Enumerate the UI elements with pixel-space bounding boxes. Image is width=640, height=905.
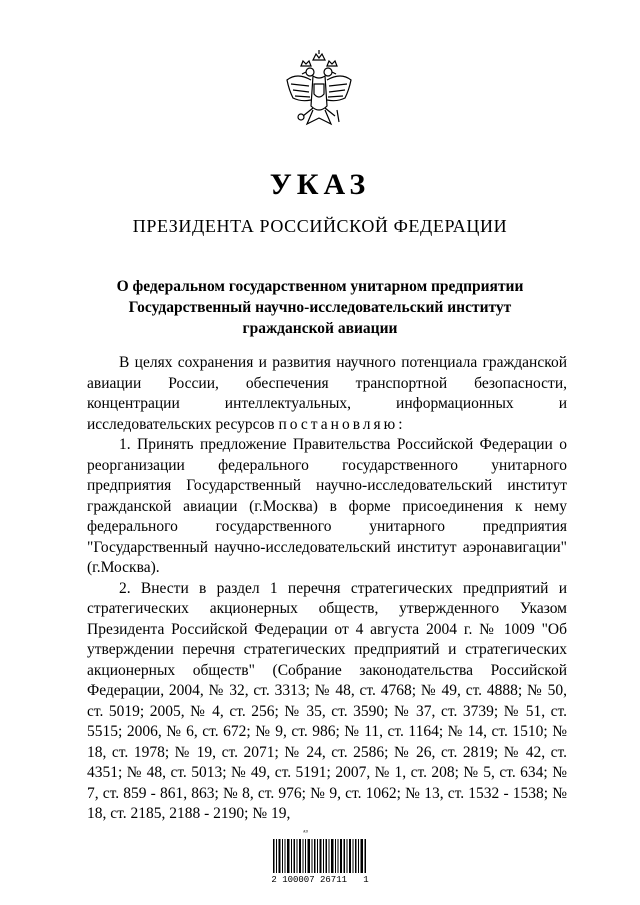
item-2-paragraph: 2. Внести в раздел 1 перечня стратегических предприятий и стратегических акционерных обществ, утвержденного Указом Президента Российской Федерации от 4 августа 2004 г. № 1009 "Об утверждении перечня стратегических предприятий и стратегических акционерных обществ" (Собрание законодательства Российской Федерации, 2004, № 32, ст. 3313; № 48, ст. 4768; № 49, ст. 4888; № 50, ст. 5019; 2005, № 4, ст. 256; № 35, ст. 3590; № 37, ст. 3739; № 51, ст. 5515; 2006, № 6, ст. 672; № 9, ст. 986; № 11, ст. 1164; № 14, ст. 1510; № 18, ст. 1978; № 19, ст. 2071; № 24, ст. 2586; № 26, ст. 2819; № 42, ст. 4351; № 48, ст. 5013; № 49, ст. 5191; 2007, № 1, ст. 208; № 5, ст. 634; № 7, ст. 859 - 861, 863; № 8, ст. 976; № 9, ст. 1062; № 13, ст. 1532 - 1538; № 18, ст. 2185, 2188 - 2190; № 19, — [87, 579, 567, 822]
intro-paragraph — [87, 353, 567, 435]
item-1-paragraph: 1. Принять предложение Правительства Российской Федерации о реорганизации федерального государственного унитарного предприятия Государственный научно-исследовательский институт гражданской авиации (г.Москва) в форме присоединения к нему федерального государственного унитарного предприятия "Государственный научно-исследовательский институт аэронавигации" (г.Москва). — [87, 436, 567, 576]
page-title: УКАЗ — [269, 168, 371, 201]
page-subtitle: ПРЕЗИДЕНТА РОССИЙСКОЙ ФЕДЕРАЦИИ — [132, 216, 508, 236]
barcode-mark: ᴬᴰ — [303, 830, 309, 836]
coat-of-arms-icon — [283, 50, 355, 142]
barcode-icon — [273, 839, 367, 873]
decree-body — [87, 353, 567, 825]
barcode — [255, 829, 385, 889]
barcode-number: 2 100007 26711 1 — [271, 875, 369, 885]
decree-heading: О федеральном государственном унитарном предприятии Государственный научно-исследовательский институт гражданской авиации — [116, 278, 524, 337]
intro-spaced-text: постановляю — [278, 415, 399, 433]
intro-end: : — [398, 415, 403, 433]
intro-text: В целях сохранения и развития научного потенциала гражданской авиации России, обеспечения транспортной безопасности, концентрации интеллектуальных, информационных и исследовательских ресурсов — [87, 354, 567, 433]
